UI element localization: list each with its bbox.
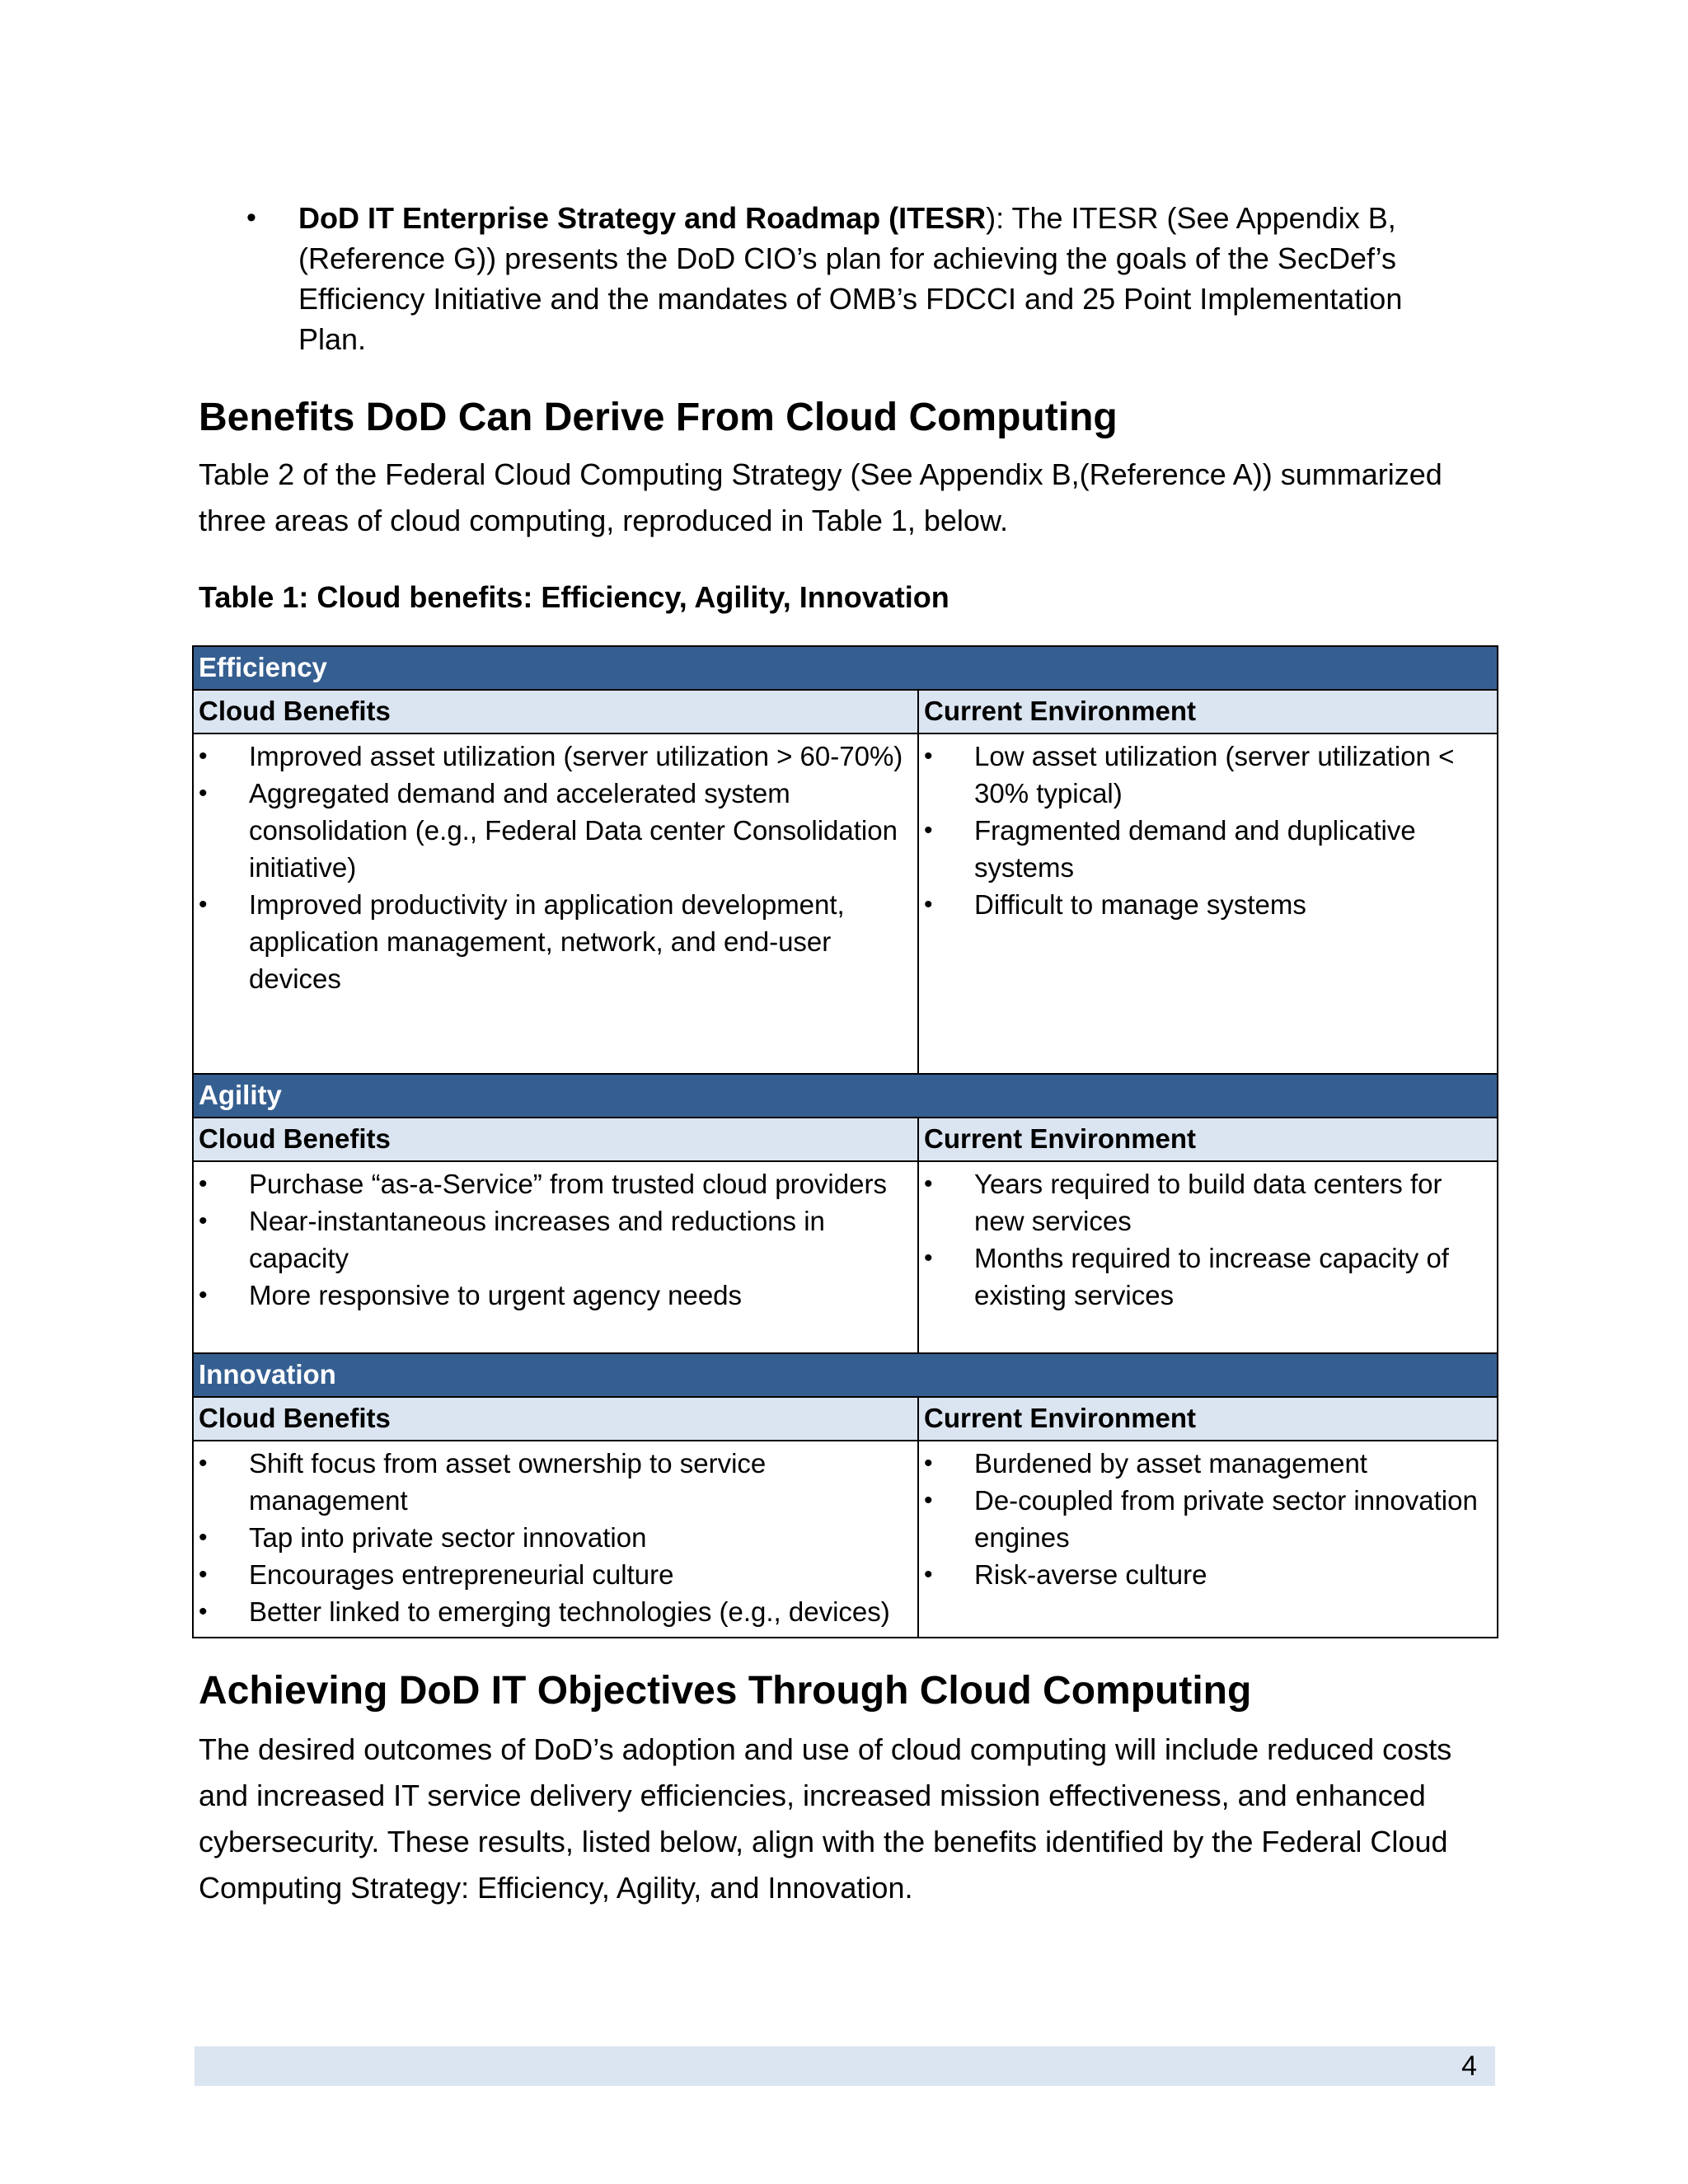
cloud-benefits-list <box>199 734 912 1004</box>
bullet-dot: • <box>199 1207 208 1235</box>
list-item-text: Near-instantaneous increases and reductions in capacity <box>249 1206 825 1273</box>
section-paragraph-benefits: Table 2 of the Federal Cloud Computing Strategy (See Appendix B,(Reference A)) summarized three areas of cloud computing, reproduced in Table 1, below. <box>199 457 1442 537</box>
list-item <box>199 1519 912 1556</box>
bullet-dot: • <box>199 743 208 770</box>
list-item <box>199 1445 912 1519</box>
column-header-current-environment: Current Environment <box>918 1118 1498 1161</box>
list-item-text: Difficult to manage systems <box>974 889 1306 920</box>
itesr-bullet-title: DoD IT Enterprise Strategy and Roadmap (ITESR <box>298 201 987 235</box>
column-header-current-environment: Current Environment <box>918 1397 1498 1441</box>
page-number: 4 <box>1461 2050 1477 2082</box>
list-item-text: Fragmented demand and duplicative systems <box>974 815 1416 883</box>
cloud-benefits-list <box>199 1162 912 1320</box>
section-paragraph-objectives: The desired outcomes of DoD’s adoption and use of cloud computing will include reduced costs and increased IT service delivery efficiencies, increased mission effectiveness, and enhanced cybersecurity. These results, listed below, align with the benefits identified by the Federal Cloud Computing Strategy: Efficiency, Agility, and Innovation. <box>199 1732 1452 1905</box>
list-item-text: De-coupled from private sector innovation engines <box>974 1485 1478 1553</box>
table-section-agility <box>193 1074 1498 1353</box>
current-environment-list <box>924 734 1492 930</box>
list-item <box>199 1593 912 1630</box>
list-item-text: More responsive to urgent agency needs <box>249 1280 743 1310</box>
list-item <box>924 812 1492 886</box>
list-item <box>924 1240 1492 1314</box>
column-header-cloud-benefits: Cloud Benefits <box>193 1118 918 1161</box>
bullet-dot: • <box>199 891 208 918</box>
list-item-text: Improved productivity in application development, application management, network, and end-user devices <box>249 889 845 994</box>
list-item <box>924 1556 1492 1593</box>
bullet-dot: • <box>199 1524 208 1551</box>
cloud-benefits-cell <box>193 733 918 1074</box>
section-title-efficiency: Efficiency <box>193 646 1498 690</box>
list-item <box>924 886 1492 923</box>
list-item <box>199 1556 912 1593</box>
table-section-efficiency <box>193 646 1498 1074</box>
bullet-dot: • <box>924 891 933 918</box>
bullet-dot: • <box>924 1561 933 1588</box>
itesr-bullet-body: ): The ITESR (See Appendix B,(Reference G)) presents the DoD CIO’s plan for achieving the goals of the SecDef’s Efficiency Initiative and the mandates of OMB’s FDCCI and 25 Point Implementation Plan. <box>298 201 1403 356</box>
current-environment-cell <box>918 733 1498 1074</box>
list-item-text: Months required to increase capacity of existing services <box>974 1243 1449 1310</box>
list-item-text: Improved asset utilization (server utilization > 60-70%) <box>249 741 903 771</box>
current-environment-cell <box>918 1441 1498 1638</box>
itesr-bullet-text <box>298 198 1467 359</box>
bullet-dot: • <box>199 1561 208 1588</box>
list-item <box>199 775 912 886</box>
cloud-benefits-cell <box>193 1441 918 1638</box>
list-item <box>924 738 1492 812</box>
bullet-dot: • <box>924 1170 933 1197</box>
itesr-bullet <box>247 198 1467 359</box>
column-header-current-environment: Current Environment <box>918 690 1498 733</box>
list-item <box>199 1202 912 1277</box>
cloud-benefits-list <box>199 1441 912 1637</box>
list-item-text: Burdened by asset management <box>974 1448 1367 1479</box>
column-header-cloud-benefits: Cloud Benefits <box>193 690 918 733</box>
section-title-innovation: Innovation <box>193 1353 1498 1397</box>
list-item <box>199 1277 912 1314</box>
bullet-dot: • <box>199 1282 208 1309</box>
section-heading-objectives: Achieving DoD IT Objectives Through Cloud Computing <box>199 1669 1252 1713</box>
bullet-dot: • <box>924 817 933 844</box>
list-item <box>924 1445 1492 1482</box>
list-item-text: Tap into private sector innovation <box>249 1522 647 1553</box>
current-environment-list <box>924 1162 1492 1320</box>
list-item <box>924 1482 1492 1556</box>
current-environment-cell <box>918 1161 1498 1353</box>
list-item-text: Risk-averse culture <box>974 1559 1207 1590</box>
list-item-text: Aggregated demand and accelerated system consolidation (e.g., Federal Data center Consolidation initiative) <box>249 778 898 883</box>
bullet-dot: • <box>199 1170 208 1197</box>
table-section-innovation <box>193 1353 1498 1638</box>
list-item <box>199 738 912 775</box>
table-caption: Table 1: Cloud benefits: Efficiency, Agility, Innovation <box>199 580 950 614</box>
bullet-dot: • <box>199 1450 208 1477</box>
list-item-text: Better linked to emerging technologies (e.g., devices) <box>249 1596 890 1627</box>
section-title-agility: Agility <box>193 1074 1498 1118</box>
list-item <box>199 886 912 997</box>
cloud-benefits-cell <box>193 1161 918 1353</box>
list-item-text: Shift focus from asset ownership to service management <box>249 1448 767 1516</box>
cloud-benefits-table <box>192 645 1498 1638</box>
page-footer-bar <box>195 2046 1495 2086</box>
section-heading-benefits: Benefits DoD Can Derive From Cloud Computing <box>199 396 1118 439</box>
list-item-text: Low asset utilization (server utilization < 30% typical) <box>974 741 1455 808</box>
current-environment-list <box>924 1441 1492 1600</box>
list-item-text: Purchase “as-a-Service” from trusted cloud providers <box>249 1169 887 1199</box>
bullet-dot: • <box>924 743 933 770</box>
list-item <box>924 1165 1492 1240</box>
list-item-text: Encourages entrepreneurial culture <box>249 1559 674 1590</box>
bullet-dot: • <box>924 1450 933 1477</box>
list-item <box>199 1165 912 1202</box>
bullet-dot: • <box>924 1244 933 1272</box>
list-item-text: Years required to build data centers for new services <box>974 1169 1442 1236</box>
bullet-dot: • <box>924 1487 933 1514</box>
bullet-dot: • <box>199 780 208 807</box>
bullet-dot: • <box>246 202 256 233</box>
bullet-dot: • <box>199 1598 208 1625</box>
column-header-cloud-benefits: Cloud Benefits <box>193 1397 918 1441</box>
